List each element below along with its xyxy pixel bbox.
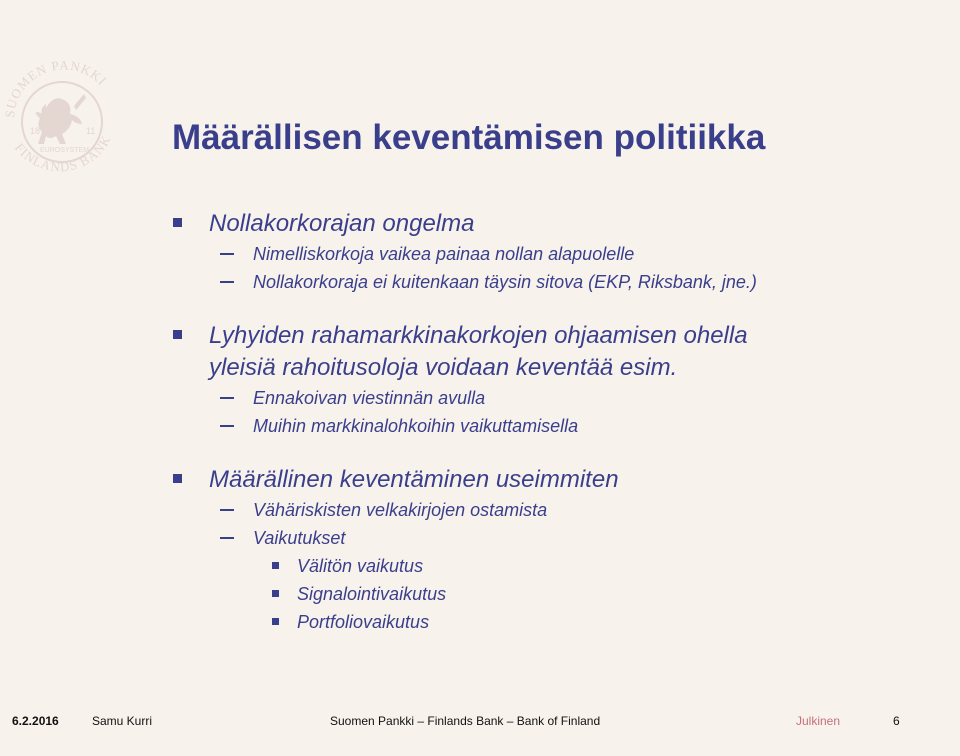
logo-text-mid: EUROSYSTEM	[40, 147, 90, 154]
logo-year-left: 18	[30, 126, 41, 136]
footer-organization: Suomen Pankki – Finlands Bank – Bank of Finland	[330, 714, 601, 728]
sub-bullet	[172, 268, 912, 296]
bullet-2-line-2: yleisiä rahoitusoloja voidaan keventää esim.	[209, 354, 678, 381]
dash-bullet-icon	[220, 397, 234, 399]
dash-bullet-icon	[220, 425, 234, 427]
footer-date: 6.2.2016	[12, 714, 59, 728]
dash-bullet-icon	[220, 537, 234, 539]
slide-title: Määrällisen keventämisen politiikka	[172, 118, 766, 157]
sub-sub-bullet-text: Välitön vaikutus	[297, 556, 424, 576]
logo-text-top: SUOMEN PANKKI	[1, 57, 110, 119]
bullet-1-text: Nollakorkorajan ongelma	[209, 210, 475, 237]
lion-emblem-icon	[36, 94, 86, 144]
footer-author: Samu Kurri	[92, 714, 153, 728]
sub-bullet-text: Nollakorkoraja ei kuitenkaan täysin sitova (EKP, Riksbank, jne.)	[253, 272, 757, 292]
logo-text-bottom: FINLANDS BANK	[11, 132, 114, 175]
sub-bullet	[172, 524, 912, 552]
square-bullet-icon	[272, 590, 279, 597]
footer-page-number: 6	[893, 714, 900, 728]
sub-bullet-text: Ennakoivan viestinnän avulla	[253, 388, 486, 408]
sub-sub-bullet	[172, 552, 912, 580]
bullet-2	[172, 320, 912, 384]
sub-sub-bullet	[172, 608, 912, 636]
sub-bullet-text: Vaikutukset	[253, 528, 346, 548]
sub-bullet-text: Muihin markkinalohkoihin vaikuttamisella	[253, 416, 579, 436]
square-bullet-icon	[173, 330, 182, 339]
bullet-2-line-1: Lyhyiden rahamarkkinakorkojen ohjaamisen ohella	[209, 322, 748, 349]
sub-sub-bullet	[172, 580, 912, 608]
square-bullet-icon	[173, 218, 182, 227]
sub-bullet-text: Nimelliskorkoja vaikea painaa nollan alapuolelle	[253, 244, 635, 264]
slide-content	[172, 208, 912, 636]
bullet-3-text: Määrällinen keventäminen useimmiten	[209, 466, 619, 493]
bullet-1	[172, 208, 912, 240]
square-bullet-icon	[173, 474, 182, 483]
sub-bullet-text: Vähäriskisten velkakirjojen ostamista	[253, 500, 548, 520]
sub-sub-bullet-text: Signalointivaikutus	[297, 584, 447, 604]
dash-bullet-icon	[220, 281, 234, 283]
sub-sub-bullet-text: Portfoliovaikutus	[297, 612, 430, 632]
bullet-3	[172, 464, 912, 496]
sub-bullet	[172, 384, 912, 412]
dash-bullet-icon	[220, 509, 234, 511]
footer-classification: Julkinen	[796, 714, 841, 728]
square-bullet-icon	[272, 562, 279, 569]
logo-year-right: 11	[86, 126, 96, 136]
dash-bullet-icon	[220, 253, 234, 255]
sub-bullet	[172, 496, 912, 524]
square-bullet-icon	[272, 618, 279, 625]
sub-bullet	[172, 240, 912, 268]
sub-bullet	[172, 412, 912, 440]
bank-seal-logo	[0, 48, 120, 180]
